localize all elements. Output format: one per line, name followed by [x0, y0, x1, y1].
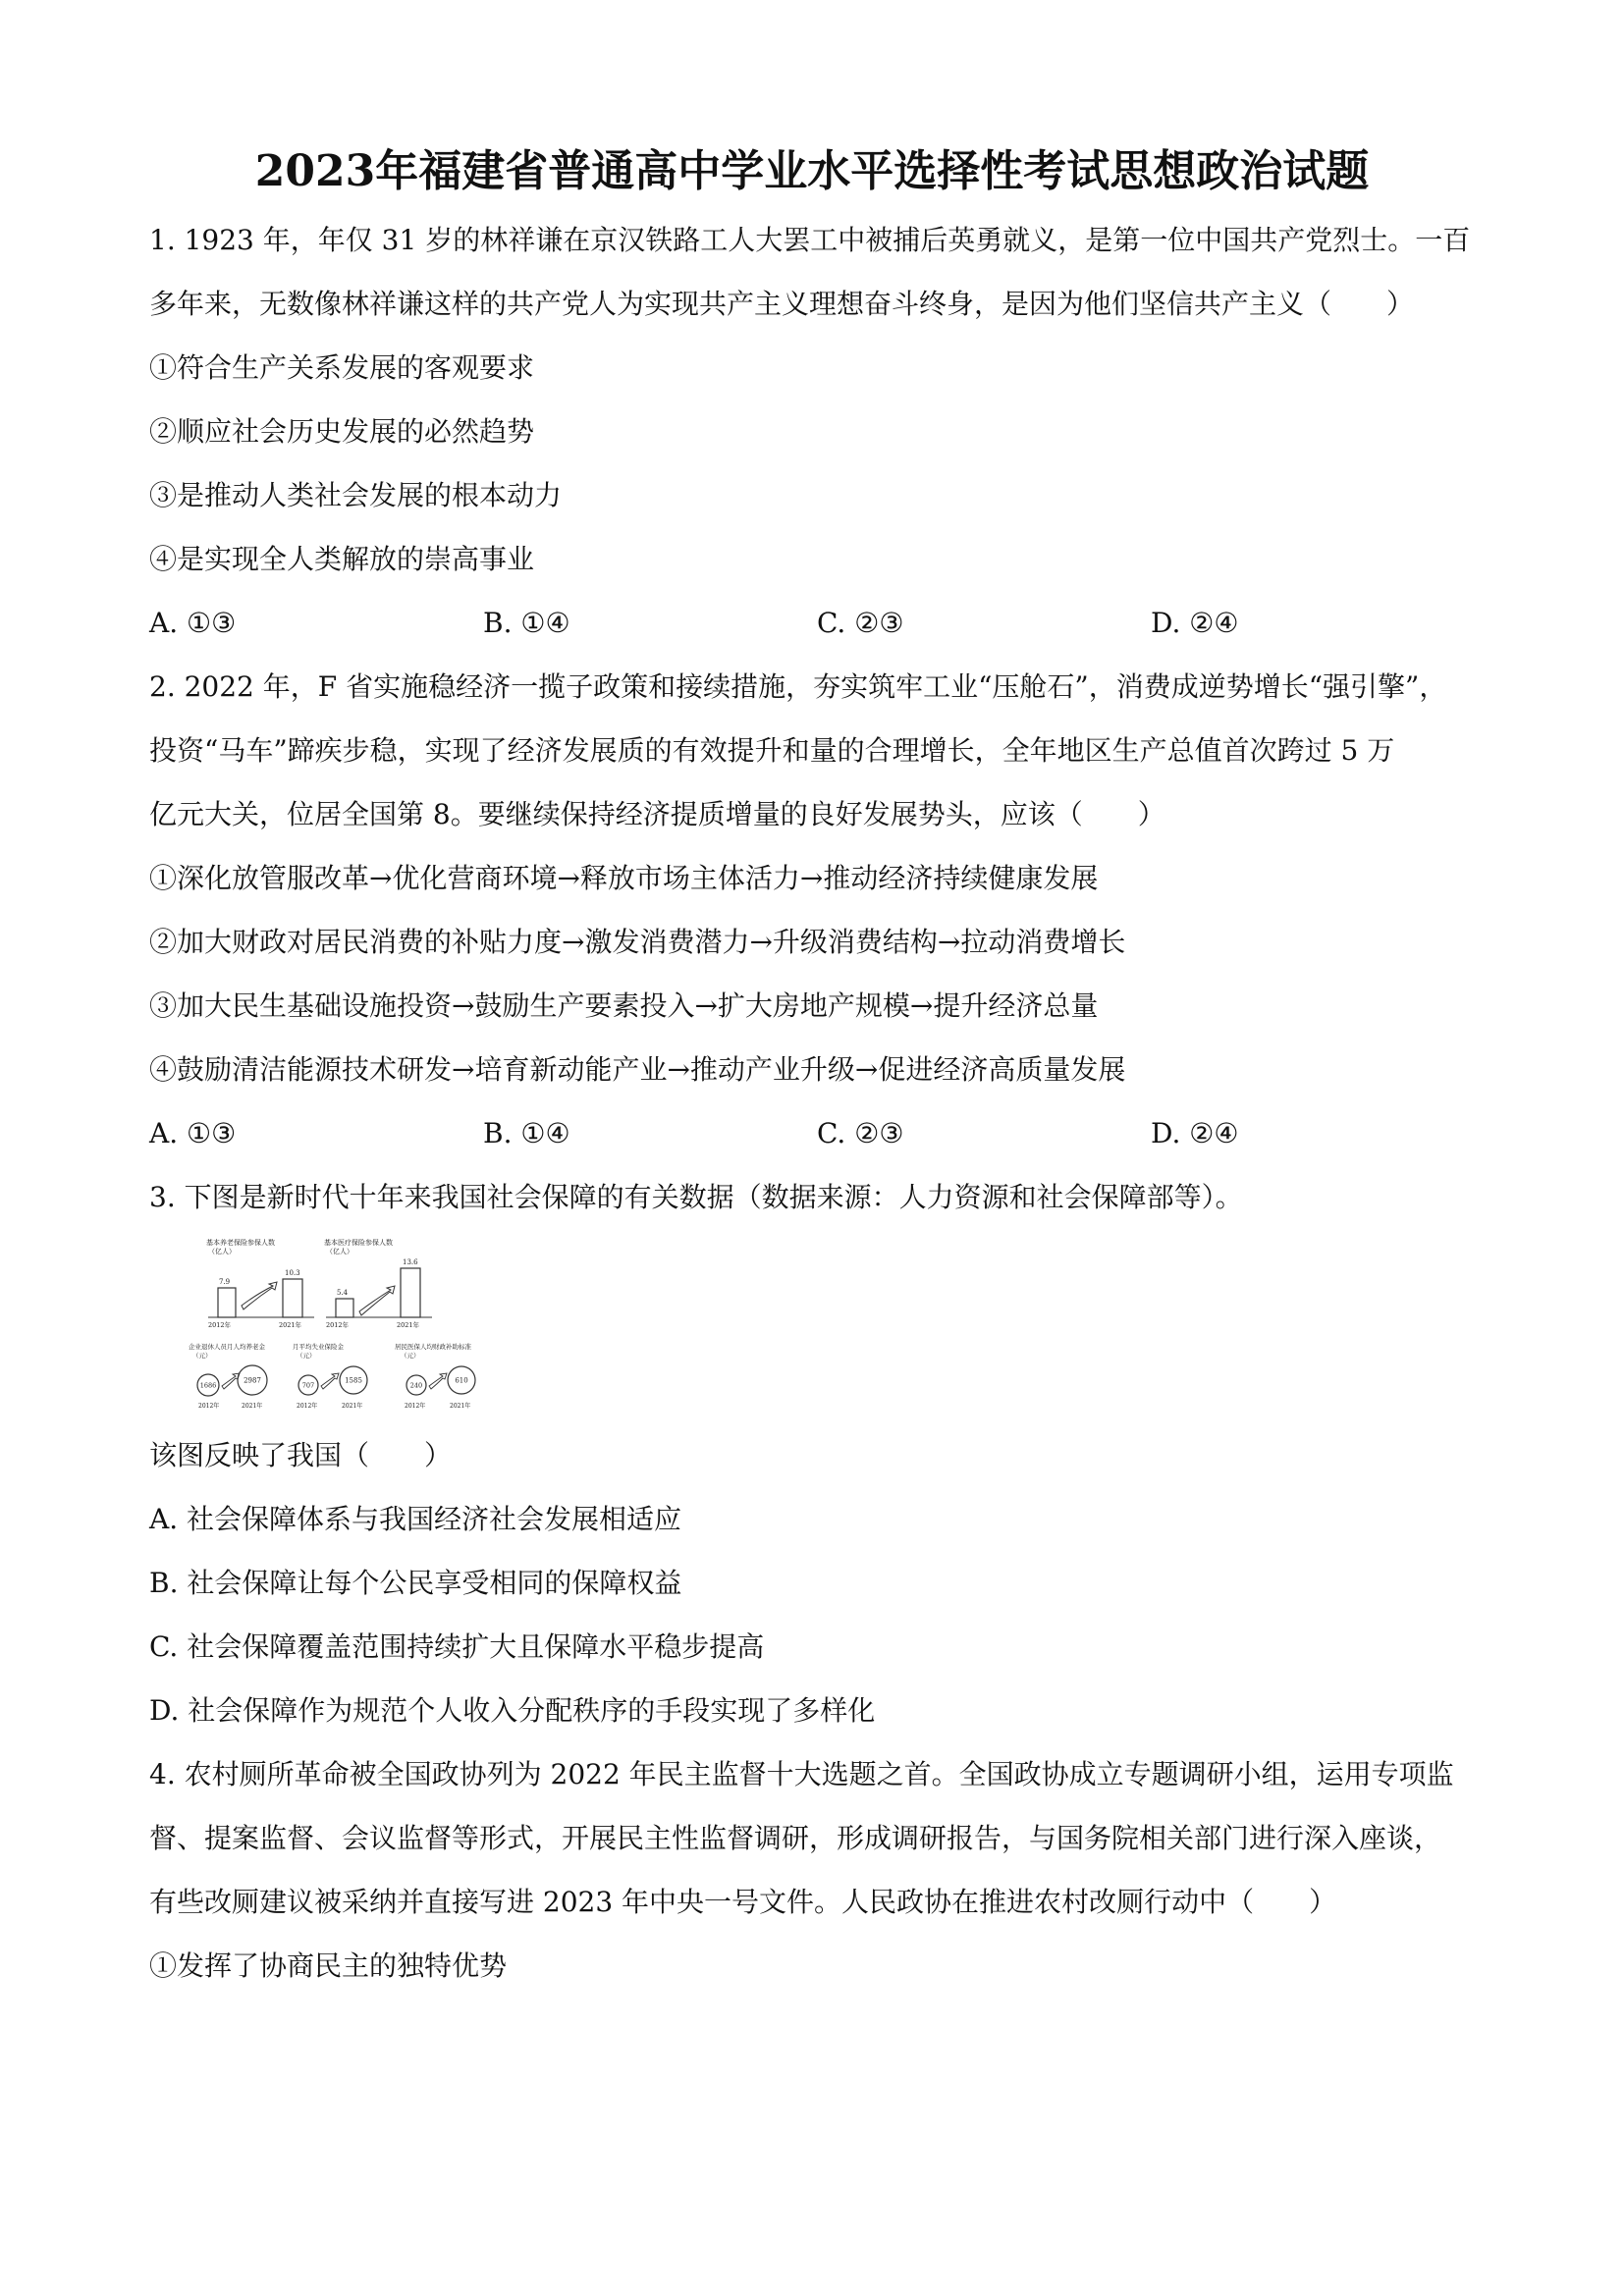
panel3-growth-arrow-icon [222, 1373, 240, 1389]
panel5-unit: （元） [401, 1352, 420, 1360]
q2-choices [149, 1101, 1494, 1165]
panel3-year-2021: 2021年 [242, 1403, 263, 1410]
q1-option-1: ①符合生产关系发展的客观要求 [149, 351, 535, 384]
q4-stem-line-3: 有些改厕建议被采纳并直接写进 2023 年中央一号文件。人民政协在推进农村改厕行动中（ ） [149, 1886, 1337, 1918]
panel4-value-2012: 707 [301, 1381, 315, 1390]
q2-option-3: ③加大民生基础设施投资→鼓励生产要素投入→扩大房地产规模→提升经济总量 [149, 989, 1099, 1022]
figure-panel-pension [206, 1238, 314, 1329]
panel2-year-2021: 2021年 [397, 1321, 420, 1329]
q4-stem-line-2: 督、提案监督、会议监督等形式，开展民主性监督调研，形成调研报告，与国务院相关部门进行深入座谈， [149, 1822, 1442, 1854]
panel1-title: 基本养老保险参保人数 [206, 1239, 275, 1247]
question-1 [149, 208, 1494, 655]
panel1-value-2012: 7.9 [219, 1278, 231, 1286]
figure-panel-medical-subsidy [395, 1342, 475, 1410]
q2-stem-line-3: 亿元大关，位居全国第 8。要继续保持经济提质增量的良好发展势头，应该（ ） [149, 798, 1165, 830]
question-3 [149, 1165, 1494, 1742]
question-4 [149, 1742, 1494, 1998]
q1-stem-line-2: 多年来，无数像林祥谦这样的共产党人为实现共产主义理想奋斗终身，是因为他们坚信共产主义（ ） [149, 288, 1415, 320]
panel4-title: 月平均失业保险金 [293, 1343, 344, 1351]
q2-option-1: ①深化放管服改革→优化营商环境→释放市场主体活力→推动经济持续健康发展 [149, 862, 1099, 894]
panel1-year-2021: 2021年 [279, 1321, 302, 1329]
panel2-bar-2012 [336, 1299, 353, 1317]
exam-title: 2023年福建省普通高中学业水平选择性考试思想政治试题 [254, 146, 1370, 196]
panel2-growth-arrow-icon [359, 1286, 395, 1315]
panel2-year-2012: 2012年 [326, 1321, 350, 1329]
q4-option-1: ①发挥了协商民主的独特优势 [149, 1949, 508, 1982]
panel5-title: 居民医保人均财政补助标准 [395, 1343, 471, 1351]
panel2-title: 基本医疗保险参保人数 [324, 1239, 393, 1247]
panel1-value-2021: 10.3 [285, 1269, 300, 1277]
q1-choice-a[interactable]: A. ①③ [149, 607, 237, 639]
q3-option-d[interactable]: D. 社会保障作为规范个人收入分配秩序的手段实现了多样化 [149, 1694, 876, 1727]
q2-choice-b[interactable]: B. ①④ [483, 1117, 570, 1149]
panel4-year-2021: 2021年 [342, 1403, 363, 1410]
q3-option-b[interactable]: B. 社会保障让每个公民享受相同的保障权益 [149, 1567, 682, 1599]
panel5-year-2012: 2012年 [405, 1403, 426, 1410]
figure-panel-monthly-pension [189, 1342, 267, 1410]
panel4-growth-arrow-icon [321, 1373, 339, 1389]
q2-stem-line-1: 2. 2022 年，F 省实施稳经济一揽子政策和接续措施，夯实筑牢工业“压舱石”，消费成逆势增长“强引擎”， [149, 670, 1447, 703]
q2-option-2: ②加大财政对居民消费的补贴力度→激发消费潜力→升级消费结构→拉动消费增长 [149, 926, 1126, 958]
panel1-year-2012: 2012年 [208, 1321, 232, 1329]
panel1-growth-arrow-icon [242, 1282, 277, 1309]
panel5-value-2021: 610 [455, 1376, 468, 1385]
q1-choice-b[interactable]: B. ①④ [483, 607, 570, 639]
figure-panel-unemployment [293, 1342, 367, 1410]
q1-choices [149, 591, 1494, 655]
question-2 [149, 655, 1494, 1165]
panel3-value-2021: 2987 [244, 1376, 261, 1385]
q4-stem-line-1: 4. 农村厕所革命被全国政协列为 2022 年民主监督十大选题之首。全国政协成立专题调研小组，运用专项监 [149, 1758, 1454, 1790]
panel3-year-2012: 2012年 [198, 1403, 220, 1410]
q3-stem: 3. 下图是新时代十年来我国社会保障的有关数据（数据来源：人力资源和社会保障部等）。 [149, 1181, 1243, 1213]
panel3-unit: （元） [192, 1352, 212, 1360]
panel5-year-2021: 2021年 [450, 1403, 471, 1410]
panel2-value-2021: 13.6 [403, 1258, 418, 1266]
panel5-growth-arrow-icon [429, 1373, 447, 1389]
q1-stem-line-1: 1. 1923 年，年仅 31 岁的林祥谦在京汉铁路工人大罢工中被捕后英勇就义，是第一位中国共产党烈士。一百 [149, 224, 1471, 256]
figure-panel-medical [324, 1238, 432, 1329]
panel4-year-2012: 2012年 [297, 1403, 318, 1410]
panel1-bar-2012 [218, 1288, 236, 1317]
q2-choice-d[interactable]: D. ②④ [1151, 1117, 1239, 1149]
panel4-value-2021: 1585 [345, 1376, 362, 1385]
q2-stem-line-2: 投资“马车”蹄疾步稳，实现了经济发展质的有效提升和量的合理增长，全年地区生产总值首次跨过 5 万 [149, 734, 1395, 767]
panel5-value-2012: 240 [409, 1381, 423, 1390]
q1-choice-d[interactable]: D. ②④ [1151, 607, 1239, 639]
panel1-unit: （亿人） [208, 1248, 236, 1255]
exam-content [149, 208, 1494, 1998]
q2-option-4: ④鼓励清洁能源技术研发→培育新动能产业→推动产业升级→促进经济高质量发展 [149, 1053, 1126, 1086]
q1-choice-c[interactable]: C. ②③ [817, 607, 904, 639]
q3-option-a[interactable]: A. 社会保障体系与我国经济社会发展相适应 [149, 1503, 682, 1535]
panel2-value-2012: 5.4 [337, 1289, 349, 1297]
panel3-title: 企业退休人员月人均养老金 [189, 1343, 265, 1351]
q3-option-c[interactable]: C. 社会保障覆盖范围持续扩大且保障水平稳步提高 [149, 1630, 765, 1663]
social-security-figure [187, 1233, 511, 1417]
panel2-unit: （亿人） [326, 1248, 353, 1255]
q2-choice-c[interactable]: C. ②③ [817, 1117, 904, 1149]
panel4-unit: （元） [297, 1352, 316, 1360]
q1-option-4: ④是实现全人类解放的崇高事业 [149, 543, 535, 575]
q1-option-2: ②顺应社会历史发展的必然趋势 [149, 415, 535, 448]
q2-choice-a[interactable]: A. ①③ [149, 1117, 237, 1149]
q1-option-3: ③是推动人类社会发展的根本动力 [149, 479, 563, 511]
q3-question: 该图反映了我国（ ） [149, 1439, 453, 1471]
panel1-bar-2021 [283, 1279, 302, 1317]
panel3-value-2012: 1686 [199, 1381, 217, 1390]
panel2-bar-2021 [401, 1268, 420, 1317]
